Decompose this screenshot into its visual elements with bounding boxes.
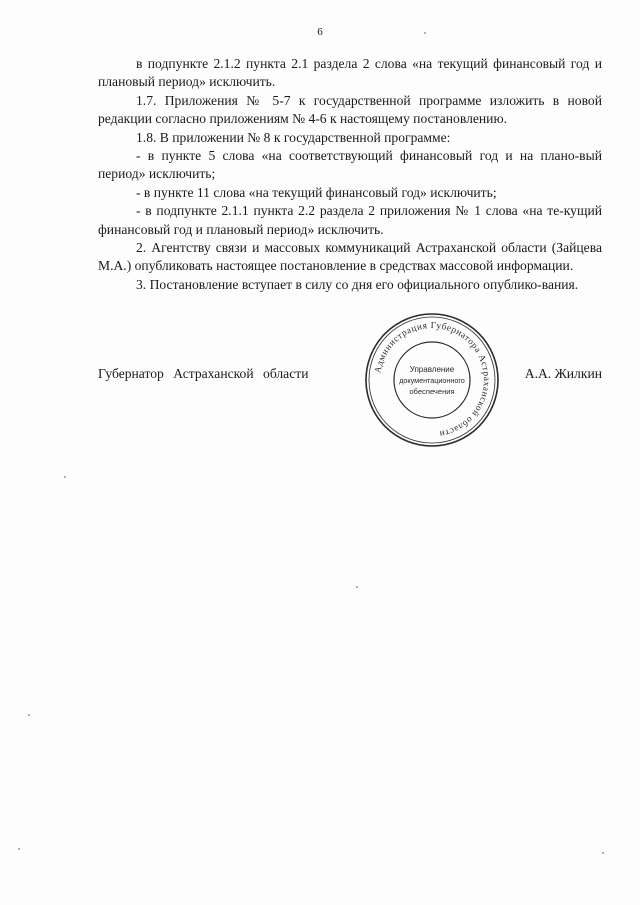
paragraph-3: 3. Постановление вступает в силу со дня его официального опублико-вания.: [136, 276, 579, 292]
signatory-name: А.А. Жилкин: [524, 366, 602, 381]
list-item-podpunkt-2-1-1: - в подпункте 2.1.1 пункта 2.2 раздела 2 приложения № 1 слова «на те-кущий финансовый год и плановый период» исключить.: [98, 203, 602, 237]
seal-center-line-3: обеспечения: [409, 387, 455, 396]
scan-speck: [64, 476, 66, 478]
signatory-title: Губернатор Астраханской области: [98, 366, 309, 381]
list-item-punkt-11: - в пункте 11 слова «на текущий финансовый год» исключить;: [136, 184, 497, 200]
scan-speck: [356, 586, 358, 588]
paragraph-1: в подпункте 2.1.2 пункта 2.1 раздела 2 слова «на текущий финансовый год и плановый период» исключить.: [98, 56, 602, 90]
scan-speck: [424, 32, 426, 34]
paragraph-1-8: 1.8. В приложении № 8 к государственной программе:: [136, 129, 451, 145]
seal-center-line-1: Управление: [409, 365, 455, 374]
signature-block: [98, 366, 602, 386]
official-seal-stamp: [362, 310, 502, 450]
page-number: 6: [317, 26, 323, 38]
list-item-punkt-5: - в пункте 5 слова «на соответствующий финансовый год и на плано-вый период» исключить;: [98, 148, 602, 182]
seal-center-line-2: документационного: [399, 376, 465, 385]
document-body: [98, 55, 602, 294]
seal-ring-text: Администрация Губернатора Астраханской области: [372, 319, 493, 440]
paragraph-2: 2. Агентству связи и массовых коммуникаций Астраханской области (Зайцева М.А.) опубликовать настоящее постановление в средствах массовой информации.: [98, 240, 602, 274]
paragraph-1-7: 1.7. Приложения № 5-7 к государственной программе изложить в новой редакции согласно приложениям № 4-6 к настоящему постановлению.: [98, 92, 602, 127]
scan-speck: [28, 714, 30, 716]
scan-speck: [602, 852, 604, 854]
scan-speck: [18, 848, 20, 850]
